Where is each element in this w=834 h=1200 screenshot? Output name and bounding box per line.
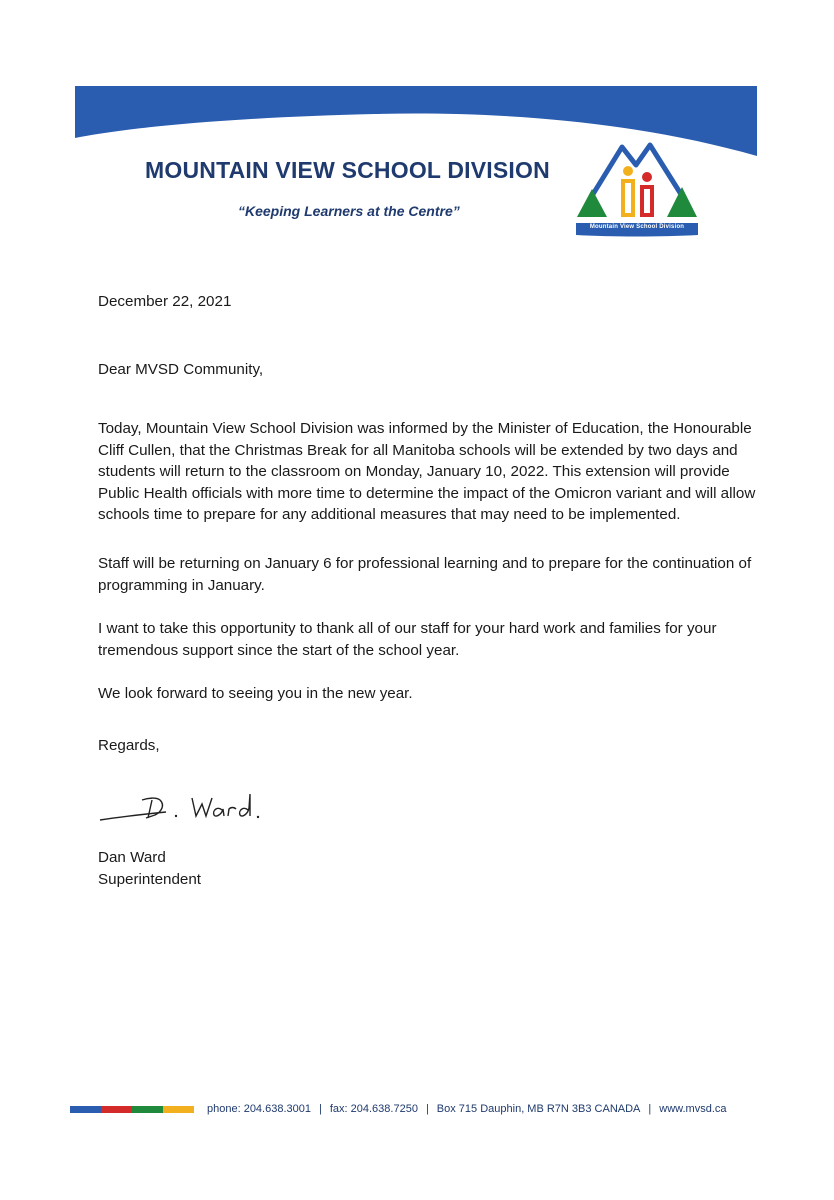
body-paragraph: I want to take this opportunity to thank all of our staff for your hard work and families for your tremendous support since the start of the school year. [98,620,717,659]
footer-bar-segment [101,1106,132,1113]
footer-separator: | [319,1103,322,1115]
footer-address: Box 715 Dauphin, MB R7N 3B3 CANADA [436,1103,641,1115]
footer-website[interactable]: www.mvsd.ca [659,1103,727,1115]
salutation: Dear MVSD Community, [98,361,264,378]
footer-bar-segment [70,1106,101,1113]
body-paragraph: Today, Mountain View School Division was informed by the Minister of Education, the Honourable Cliff Cullen, that the Christmas Break for all Manitoba schools will be extended by two days and students will return to the classroom on Monday, January 10, 2022. This extension will provide Public Health officials with more time to determine the impact of the Omicron variant and will allow schools time to prepare for any additional measures that may need to be implemented. [98,420,756,524]
body-paragraph: Staff will be returning on January 6 for professional learning and to prepare for the continuation of programming in January. [98,555,752,594]
signer-title: Superintendent [98,871,202,888]
footer-color-bar [70,1106,194,1113]
handwritten-signature [96,780,276,830]
logo-text: Mountain View School Division [589,224,685,230]
footer-phone: phone: 204.638.3001 [207,1103,311,1115]
closing: Regards, [98,737,160,754]
footer-fax: fax: 204.638.7250 [329,1103,418,1115]
tagline: “Keeping Learners at the Centre” [238,203,460,219]
footer-bar-segment [163,1106,194,1113]
letter-date: December 22, 2021 [98,293,232,310]
footer-separator: | [648,1103,652,1115]
body-paragraph: We look forward to seeing you in the new year. [98,685,413,703]
footer-separator: | [425,1103,429,1115]
school-division-logo [572,137,702,241]
footer-bar-segment [132,1106,163,1113]
org-name: MOUNTAIN VIEW SCHOOL DIVISION [145,157,550,183]
footer-contact [207,1103,727,1115]
signer-name: Dan Ward [98,849,166,866]
